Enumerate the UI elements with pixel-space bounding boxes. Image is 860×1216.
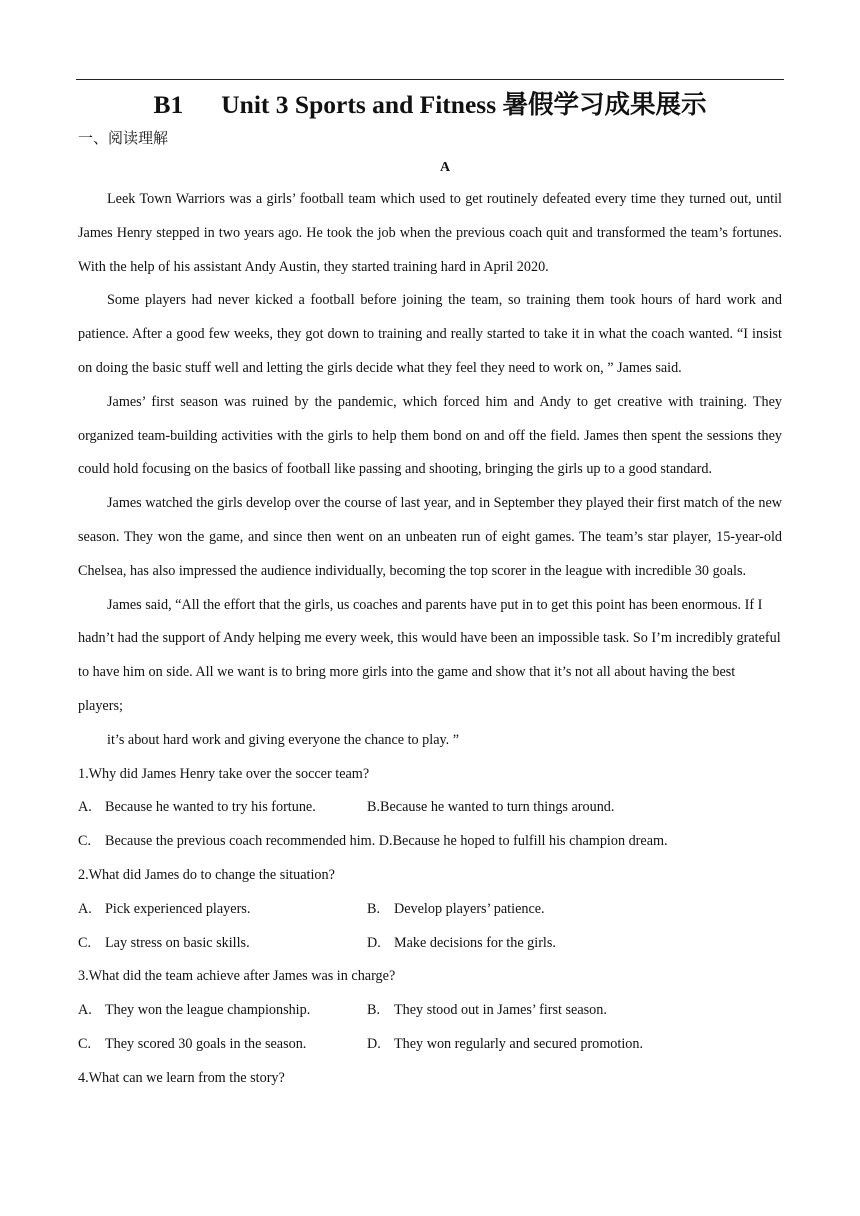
- option-letter: A.: [78, 1002, 92, 1019]
- option-row: [78, 1028, 782, 1062]
- option-letter: B.: [367, 1002, 381, 1019]
- passage-paragraph: Leek Town Warriors was a girls’ football team which used to get routinely defeated every time they turned out, until James Henry stepped in two years ago. He took the job when the previous coach quit and transformed the team’s fortunes. With the help of his assistant Andy Austin, they started training hard in April 2020.: [78, 191, 782, 275]
- option-text: Pick experienced players.: [105, 900, 251, 917]
- option-row: [78, 927, 782, 961]
- option-letter: D.: [367, 934, 381, 951]
- section-heading: 一、阅读理解: [78, 129, 169, 147]
- option-text: They won regularly and secured promotion.: [394, 1035, 643, 1052]
- option-a[interactable]: [78, 893, 367, 927]
- unit-title: Unit 3 Sports and Fitness 暑假学习成果展示: [221, 90, 707, 119]
- document-title: [0, 86, 860, 124]
- passage-continuation: it’s about hard work and giving everyone the chance to play. ”: [107, 731, 460, 748]
- option-text: Lay stress on basic skills.: [105, 934, 250, 951]
- question-stem: 2.What did James do to change the situation?: [78, 866, 335, 883]
- passage-label: A: [439, 160, 451, 175]
- option-row: [78, 825, 782, 859]
- passage-and-questions: [78, 183, 782, 1096]
- option-text: They scored 30 goals in the season.: [105, 1035, 307, 1052]
- book-label: B1: [153, 90, 184, 119]
- option-c-d[interactable]: [78, 825, 668, 859]
- option-letter: D.: [367, 1035, 381, 1052]
- option-letter: B.: [367, 900, 381, 917]
- question-stem: 1.Why did James Henry take over the soccer team?: [78, 765, 370, 782]
- passage-paragraph: James’ first season was ruined by the pandemic, which forced him and Andy to get creative with training. They organized team-building activities with the girls to help them bond on and off the field. James then spent the sessions they could hold focusing on the basics of football like passing and shooting, bringing the girls up to a good standard.: [78, 393, 782, 478]
- option-a[interactable]: [78, 994, 367, 1028]
- option-text: B.Because he wanted to turn things around.: [367, 799, 615, 816]
- option-c[interactable]: [78, 1028, 367, 1062]
- passage-paragraph: James watched the girls develop over the course of last year, and in September they played their first match of the new season. They won the game, and since then went on an unbeaten run of eight games. The team’s star player, 15-year-old Chelsea, has also impressed the audience individually, becoming the top scorer in the league with incredible 30 goals.: [78, 495, 782, 579]
- option-text: Because the previous coach recommended him. D.Because he hoped to fulfill his champion dream.: [105, 833, 668, 850]
- option-d[interactable]: [367, 927, 556, 961]
- option-letter: A.: [78, 900, 92, 917]
- option-text: Make decisions for the girls.: [394, 934, 556, 951]
- option-letter: C.: [78, 934, 92, 951]
- option-d[interactable]: [367, 1028, 643, 1062]
- header-rule: [76, 79, 784, 80]
- option-letter: C.: [78, 833, 92, 850]
- question-stem: 4.What can we learn from the story?: [78, 1069, 285, 1086]
- option-text: Develop players’ patience.: [394, 900, 545, 917]
- option-b[interactable]: [367, 994, 607, 1028]
- option-row: [78, 791, 782, 825]
- option-text: They stood out in James’ first season.: [394, 1002, 607, 1019]
- passage-paragraph: Some players had never kicked a football before joining the team, so training them took hours of hard work and patience. After a good few weeks, they got down to training and really started to take it in what the coach wanted. “I insist on doing the basic stuff well and letting the girls decide what they feel they need to work on, ” James said.: [78, 292, 782, 376]
- option-text: They won the league championship.: [105, 1002, 311, 1019]
- option-letter: A.: [78, 799, 92, 816]
- option-a[interactable]: [78, 791, 367, 825]
- option-text: Because he wanted to try his fortune.: [105, 799, 316, 816]
- option-row: [78, 893, 782, 927]
- question-stem: 3.What did the team achieve after James was in charge?: [78, 968, 396, 985]
- option-row: [78, 994, 782, 1028]
- option-b[interactable]: [367, 893, 545, 927]
- option-c[interactable]: [78, 927, 367, 961]
- option-b[interactable]: [367, 791, 614, 825]
- option-letter: C.: [78, 1035, 92, 1052]
- passage-paragraph: James said, “All the effort that the girls, us coaches and parents have put in to get this point has been enormous. If I hadn’t had the support of Andy helping me every week, this would have been an impossible task. So I’m incredibly grateful to have him on side. All we want is to bring more girls into the game and show that it’s not all about having the best players;: [78, 596, 781, 714]
